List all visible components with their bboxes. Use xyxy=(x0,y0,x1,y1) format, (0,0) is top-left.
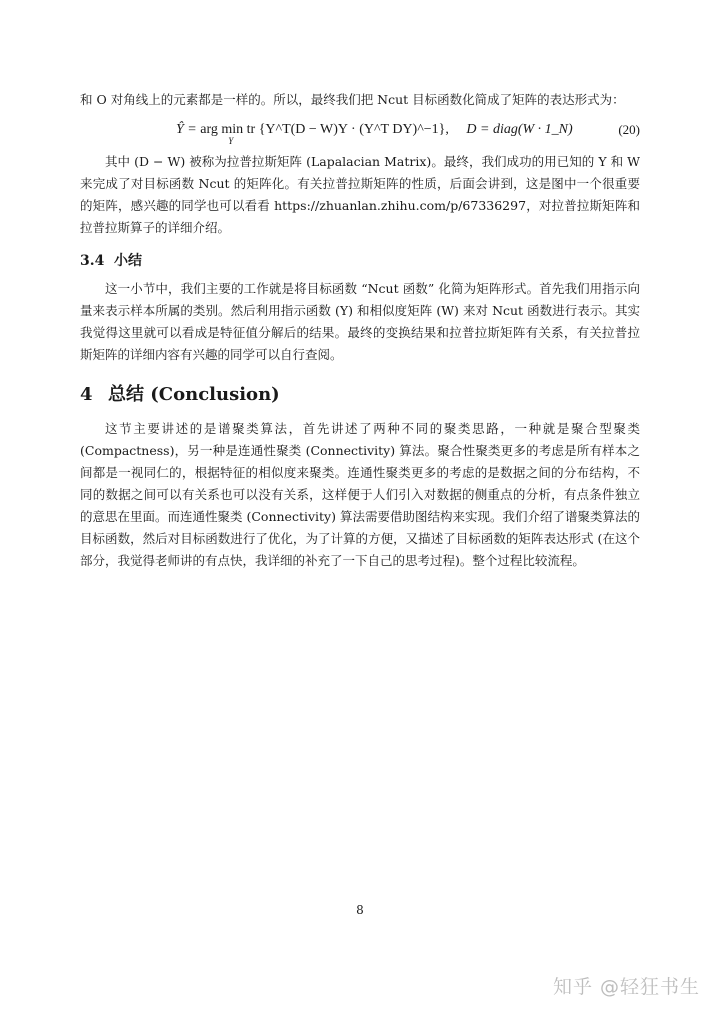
watermark: 知乎 @轻狂书生 xyxy=(552,976,700,998)
equation-lhs: Ŷ = xyxy=(176,122,201,137)
equation-body xyxy=(176,122,573,146)
page-number: 8 xyxy=(356,903,364,917)
after-equation-block xyxy=(80,151,640,239)
subsection-paragraph: 这一小节中，我们主要的工作就是将目标函数 “Ncut 函数” 化简为矩阵形式。首先我们用指示向量来表示样本所属的类别。然后利用指示函数 (Y) 和相似度矩阵 (W) 来对 Ncut 函数进行表示。其实我觉得这里就可以看成是特征值分解后的结果。最终的变换结果和拉普拉斯矩阵有关系，有关拉普拉斯矩阵的详细内容有兴趣的同学可以自行查阅。 xyxy=(80,281,640,362)
section-body xyxy=(80,418,640,572)
equation-argmin-sub: Y xyxy=(228,136,234,146)
subsection-number: 3.4 xyxy=(80,253,105,269)
equation-number: (20) xyxy=(618,122,640,137)
subsection-heading xyxy=(80,250,142,270)
equation-argmin-op: arg min xyxy=(200,122,244,137)
section-title: 总结 (Conclusion) xyxy=(108,384,280,405)
section-paragraph: 这节主要讲述的是谱聚类算法，首先讲述了两种不同的聚类思路，一种就是聚合型聚类 (Compactness)，另一种是连通性聚类 (Connectivity) 算法。聚合性聚类更多的考虑是所有样本之间都是一视同仁的，根据特征的相似度来聚类。连通性聚类更多的考虑的是数据之间的分布结构，不同的数据之间可以有关系也可以没有关系，这样便于人们引入对数据的侧重点的分析，有点条件独立的意思在里面。而连通性聚类 (Connectivity) 算法需要借助图结构来实现。我们介绍了谱聚类算法的目标函数，然后对目标函数进行了优化，为了计算的方便，又描述了目标函数的矩阵表达形式 (在这个部分，我觉得老师讲的有点快，我详细的补充了一下自己的思考过程)。整个过程比较流程。 xyxy=(80,421,640,568)
equation-expression: tr {Y^T(D − W)Y · (Y^T DY)^−1}, xyxy=(246,122,449,137)
equation-argmin xyxy=(200,122,244,146)
top-paragraph-block xyxy=(80,89,640,111)
equation-20 xyxy=(80,118,640,152)
section-number: 4 xyxy=(80,384,93,405)
subsection-body xyxy=(80,278,640,366)
section-heading xyxy=(80,380,280,406)
subsection-title: 小结 xyxy=(114,253,142,269)
top-paragraph: 和 O 对角线上的元素都是一样的。所以，最终我们把 Ncut 目标函数化简成了矩阵的表达形式为： xyxy=(80,92,625,107)
equation-rhs: D = diag(W · 1_N) xyxy=(466,122,573,137)
after-equation-paragraph: 其中 (D − W) 被称为拉普拉斯矩阵 (Lapalacian Matrix)。最终，我们成功的用已知的 Y 和 W 来完成了对目标函数 Ncut 的矩阵化。有关拉普拉斯矩阵的性质，后面会讲到，这是图中一个很重要的矩阵，感兴趣的同学也可以看看 https://zhuanlan.zhihu.com/p/67336297，对拉普拉斯矩阵和拉普拉斯算子的详细介绍。 xyxy=(80,154,640,235)
